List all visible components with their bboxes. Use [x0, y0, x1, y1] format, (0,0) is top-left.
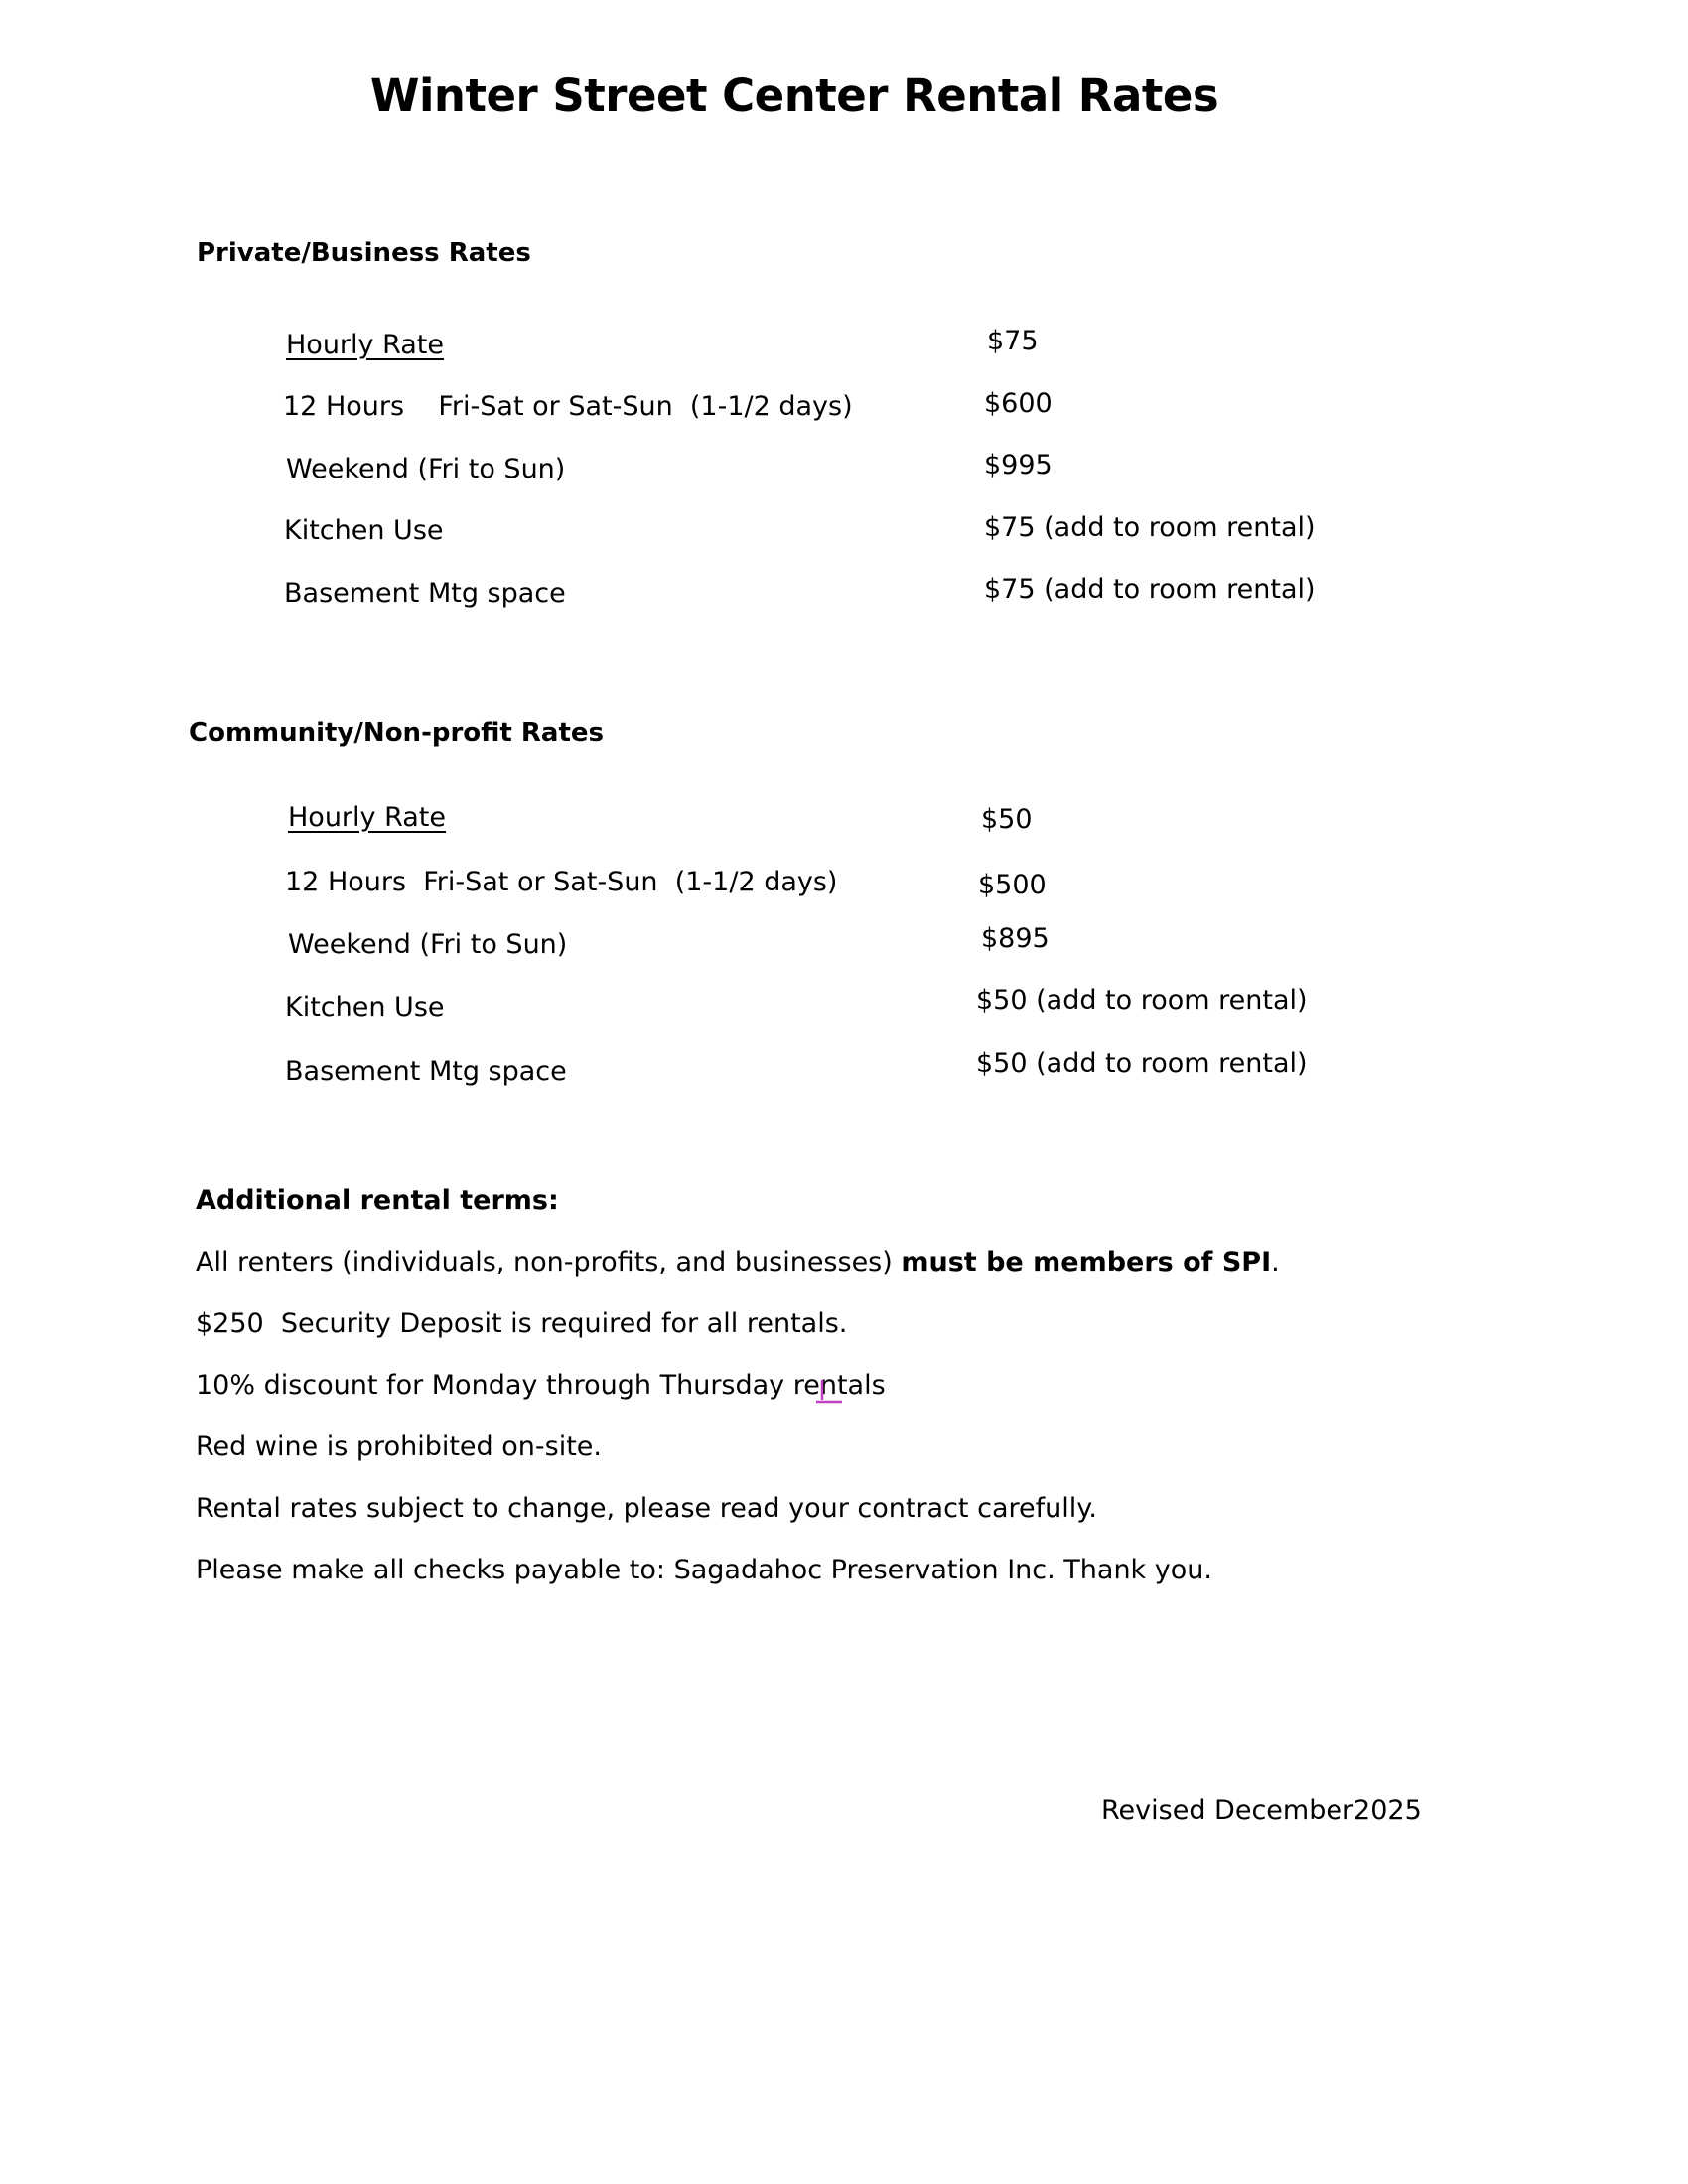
terms-heading: Additional rental terms:: [196, 1185, 559, 1216]
page-title: Winter Street Center Rental Rates: [369, 69, 1219, 122]
private-12hours-price: $600: [984, 388, 1053, 419]
community-kitchen-price: $50 (add to room rental): [976, 985, 1308, 1016]
terms-membership-bold: must be members of SPI: [901, 1247, 1272, 1278]
community-weekend-price: $895: [981, 923, 1050, 954]
terms-membership: [196, 1249, 1280, 1276]
private-kitchen-label: Kitchen Use: [284, 515, 444, 546]
community-weekend-label: Weekend (Fri to Sun): [288, 929, 568, 960]
terms-wine: Red wine is prohibited on-site.: [196, 1432, 602, 1462]
community-hourly-label: Hourly Rate: [288, 802, 447, 833]
terms-membership-suffix: .: [1271, 1247, 1280, 1278]
terms-checks: Please make all checks payable to: Sagadahoc Preservation Inc. Thank you.: [196, 1555, 1212, 1585]
community-hourly-price: $50: [981, 804, 1033, 835]
private-kitchen-price: $75 (add to room rental): [984, 512, 1316, 543]
terms-deposit: $250 Security Deposit is required for all rentals.: [196, 1308, 848, 1339]
terms-membership-prefix: All renters (individuals, non-profits, and businesses): [196, 1247, 902, 1278]
community-12hours-price: $500: [978, 870, 1047, 900]
edit-cursor-icon: [816, 1376, 842, 1404]
private-weekend-price: $995: [984, 450, 1053, 480]
private-basement-label: Basement Mtg space: [284, 578, 566, 609]
private-rates-heading: Private/Business Rates: [197, 238, 531, 268]
terms-discount: 10% discount for Monday through Thursday rentals: [196, 1370, 886, 1401]
terms-change: Rental rates subject to change, please read your contract carefully.: [196, 1493, 1097, 1524]
community-basement-price: $50 (add to room rental): [976, 1048, 1308, 1079]
private-hourly-label: Hourly Rate: [286, 330, 445, 360]
community-12hours-label: 12 Hours Fri-Sat or Sat-Sun (1-1/2 days): [285, 867, 838, 897]
community-basement-label: Basement Mtg space: [285, 1056, 567, 1087]
private-basement-price: $75 (add to room rental): [984, 574, 1316, 605]
community-rates-heading: Community/Non-profit Rates: [189, 718, 605, 748]
private-hourly-price: $75: [987, 326, 1039, 356]
private-12hours-label: 12 Hours Fri-Sat or Sat-Sun (1-1/2 days): [283, 391, 853, 422]
revised-date: Revised December2025: [1101, 1795, 1422, 1826]
private-weekend-label: Weekend (Fri to Sun): [286, 454, 566, 484]
community-kitchen-label: Kitchen Use: [285, 992, 445, 1023]
